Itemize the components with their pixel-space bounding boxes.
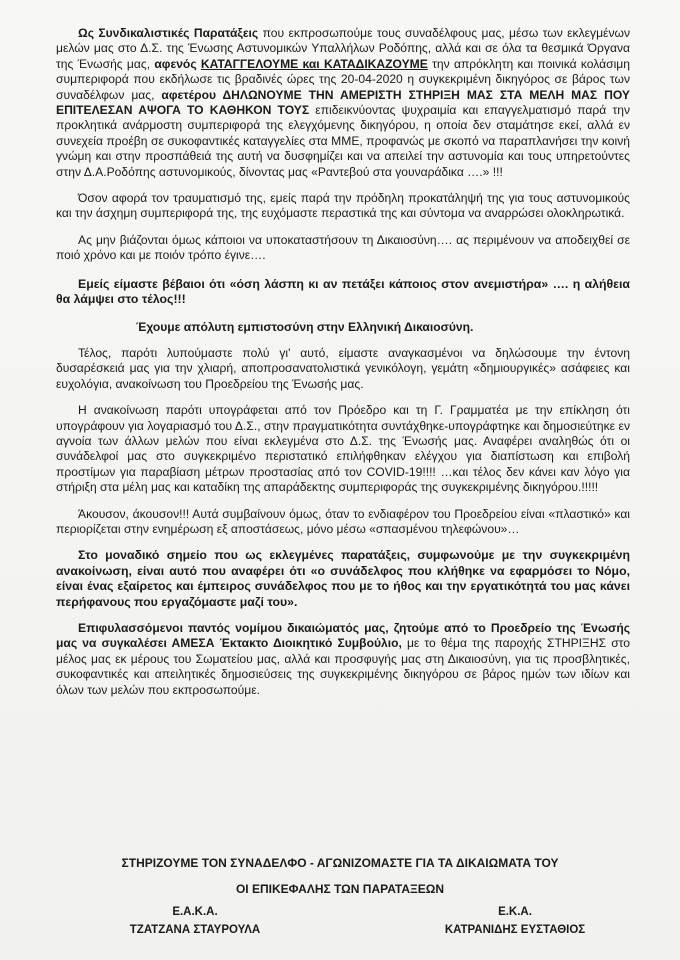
p1-lead: Ως Συνδικαλιστικές Παρατάξεις xyxy=(78,26,259,40)
p1-text-2: την απρόκλητη και ποινικά κολάσιμη συμπεριφορά που εκδήλωσε τις βραδινές ώρες της 20-04-2020 η συγκεκριμένη δικηγόρος σε βάρος των συναδέλφων μας, xyxy=(56,56,631,102)
paragraph-1 xyxy=(56,26,630,180)
paragraph-7: Η ανακοίνωση παρότι υπογράφεται από τον Πρόεδρο και τη Γ. Γραμματέα με την επίκληση ότι υπογράφουν για λογαριασμό του Δ.Σ., στην πραγματικότητα συντάχθηκε-υπογράφτηκε και δημοσιεύτηκε εν αγνοία των άλλων μελών που είναι εκλεγμένα στο Δ.Σ. της Ένωσής μας. Αναφέρει αναληθώς ότι οι συνάδελφοί μας στο συγκεκριμένο περιστατικό επιλήφθηκαν ελέγχου για διαπίστωση και επιβολή προστίμων για παραβίαση μέτρων προστασίας από τον COVID-19!!!! …και τέλος δεν κάνει καν λόγο για στήριξη στα μέλη μας και καταδίκη της απαράδεκτης συμπεριφοράς της συγκεκριμένης δικηγόρου.!!!!! xyxy=(56,403,630,495)
paragraph-4: Εμείς είμαστε βέβαιοι ότι «όση λάσπη κι αν πετάξει κάποιος στον ανεμιστήρα» …. η αλήθεια θα λάμψει στο τέλος!!! xyxy=(56,276,630,307)
signature-right-name: ΚΑΤΡΑΝΙΔΗΣ ΕΥΣΤΑΘΙΟΣ xyxy=(444,924,586,936)
signature-right-org: Ε.Κ.Α. xyxy=(498,906,532,918)
paragraph-10 xyxy=(56,621,630,698)
signature-left-name: ΤΖΑΤΖΑΝΑ ΣΤΑΥΡΟΥΛΑ xyxy=(129,924,261,936)
paragraph-5: Έχουμε απόλυτη εμπιστοσύνη στην Ελληνική Δικαιοσύνη. xyxy=(136,319,474,334)
p1-text-3: επιδεικνύοντας ψυχραιμία και επαγγελματισμό παρά την προκλητικά ανάρμοστη συμπεριφορά της ελεγχόμενης δικηγόρου, η οποία δεν σταμάτησε εκεί, αλλά εν συνεχεία προέβη σε συκοφαντικές καταγγελίες στα ΜΜΕ, προφανώς με σκοπό να παραπλανήσει την κοινή γνώμη και στην προσπάθειά της αυτή να δυσφημίζει και να απειλεί την αστυνομία και τους υπηρετούντες στην Δ.Α.Ροδόπης αστυνομικούς, δίνοντας μας «Ραντεβού στα γουναράδικα ….» !!! xyxy=(56,103,630,179)
signature-left-org: Ε.Α.Κ.Α. xyxy=(172,906,218,918)
paragraph-3: Ας μην βιάζονται όμως κάποιοι να υποκαταστήσουν τη Δικαιοσύνη…. ας περιμένουν να αποδειχθεί σε ποιό χρόνο και με ποιόν τρόπο έγινε…. xyxy=(56,232,630,263)
paragraph-8: Άκουσον, άκουσον!!! Αυτά συμβαίνουν όμως, όταν το ενδιαφέρον του Προεδρείου είναι «πλαστικό» και περιορίζεται στην ενημέρωση εξ αποστάσεως, μόνο μέσω «σπασμένου τηλεφώνου»… xyxy=(56,506,630,536)
p1-support-declaration: αφετέρου ΔΗΛΩΝΟΥΜΕ ΤΗΝ ΑΜΕΡΙΣΤΗ ΣΤΗΡΙΞΗ ΜΑΣ ΣΤΑ ΜΕΛΗ ΜΑΣ ΠΟΥ ΕΠΙΤΕΛΕΣΑΝ ΑΨΟΓΑ ΤΟ ΚΑΘΗΚΟΝ ΤΟΥΣ xyxy=(56,87,630,118)
closing-heads: ΟΙ ΕΠΙΚΕΦΑΛΗΣ ΤΩΝ ΠΑΡΑΤΑΞΕΩΝ xyxy=(235,882,445,896)
signature-left xyxy=(120,903,270,939)
p1-text-1: που εκπροσωπούμε τους συναδέλφους μας, μέσω των εκλεγμένων μελών μας στο Δ.Σ. της Ένωσης Αστυνομικών Υπαλλήλων Ροδόπης, αλλά και σε όλα τα θεσμικά Όργανα της Ένωσής μας, xyxy=(56,26,630,71)
p1-firstly: αφενός xyxy=(154,56,201,71)
paragraph-2: Όσον αφορά τον τραυματισμό της, εμείς παρά την πρόδηλη προκατάληψή της για τους αστυνομικούς και την άσχημη συμπεριφορά της, της ευχόμαστε περαστικά της και σύντομα να αναρρώσει ολοκληρωτικά. xyxy=(56,191,630,221)
p1-denounce: ΚΑΤΑΓΓΕΛΟΥΜΕ και ΚΑΤΑΔΙΚΑΖΟΥΜΕ xyxy=(200,56,428,71)
closing-slogan: ΣΤΗΡΙΖΟΥΜΕ ΤΟΝ ΣΥΝΑΔΕΛΦΟ - ΑΓΩΝΙΖΟΜΑΣΤΕ ΓΙΑ ΤΑ ΔΙΚΑΙΩΜΑΤΑ ΤΟΥ xyxy=(121,856,559,870)
paragraph-9: Στο μοναδικό σημείο που ως εκλεγμένες παρατάξεις, συμφωνούμε με την συγκεκριμένη ανακοίνωση, είναι αυτό που αναφέρει ότι «ο συνάδελφος που κλήθηκε να εφαρμόσει το Νόμο, είναι ένας εξαίρετος και έμπειρος συνάδελφος που με το ήθος και την εργατικότητά του μας κάνει περήφανους που εργαζόμαστε μαζί του». xyxy=(56,548,630,609)
signature-right xyxy=(420,903,610,939)
paragraph-6: Τέλος, παρότι λυπούμαστε πολύ γι' αυτό, είμαστε αναγκασμένοι να δηλώσουμε την έντονη δυσαρέσκειά μας για την χλιαρή, αποπροσανατολιστικά γενικόλογη, γεμάτη «δημιουργικές» ασάφειες και ευχολόγια, ανακοίνωση του Προεδρείου της Ένωσής μας. xyxy=(56,345,630,391)
p10-text: με το θέμα της παροχής ΣΤΗΡΙΞΗΣ στο μέλος μας εκ μέρους του Σωματείου μας, αλλά και προσφυγής μας στη Δικαιοσύνη, για τις προσβλητικές, συκοφαντικές και απειλητικές δημοσιεύσεις της συγκεκριμένης δικηγόρου σε βάρος ημών των ιδίων και όλων των μελών που εκπροσωπούμε. xyxy=(56,636,630,697)
p10-request: Επιφυλασσόμενοι παντός νομίμου δικαιώματός μας, ζητούμε από το Προεδρείο της Ένωσής μας να συγκαλέσει ΑΜΕΣΑ Έκτακτο Διοικητικό Συμβούλιο, xyxy=(56,621,630,651)
